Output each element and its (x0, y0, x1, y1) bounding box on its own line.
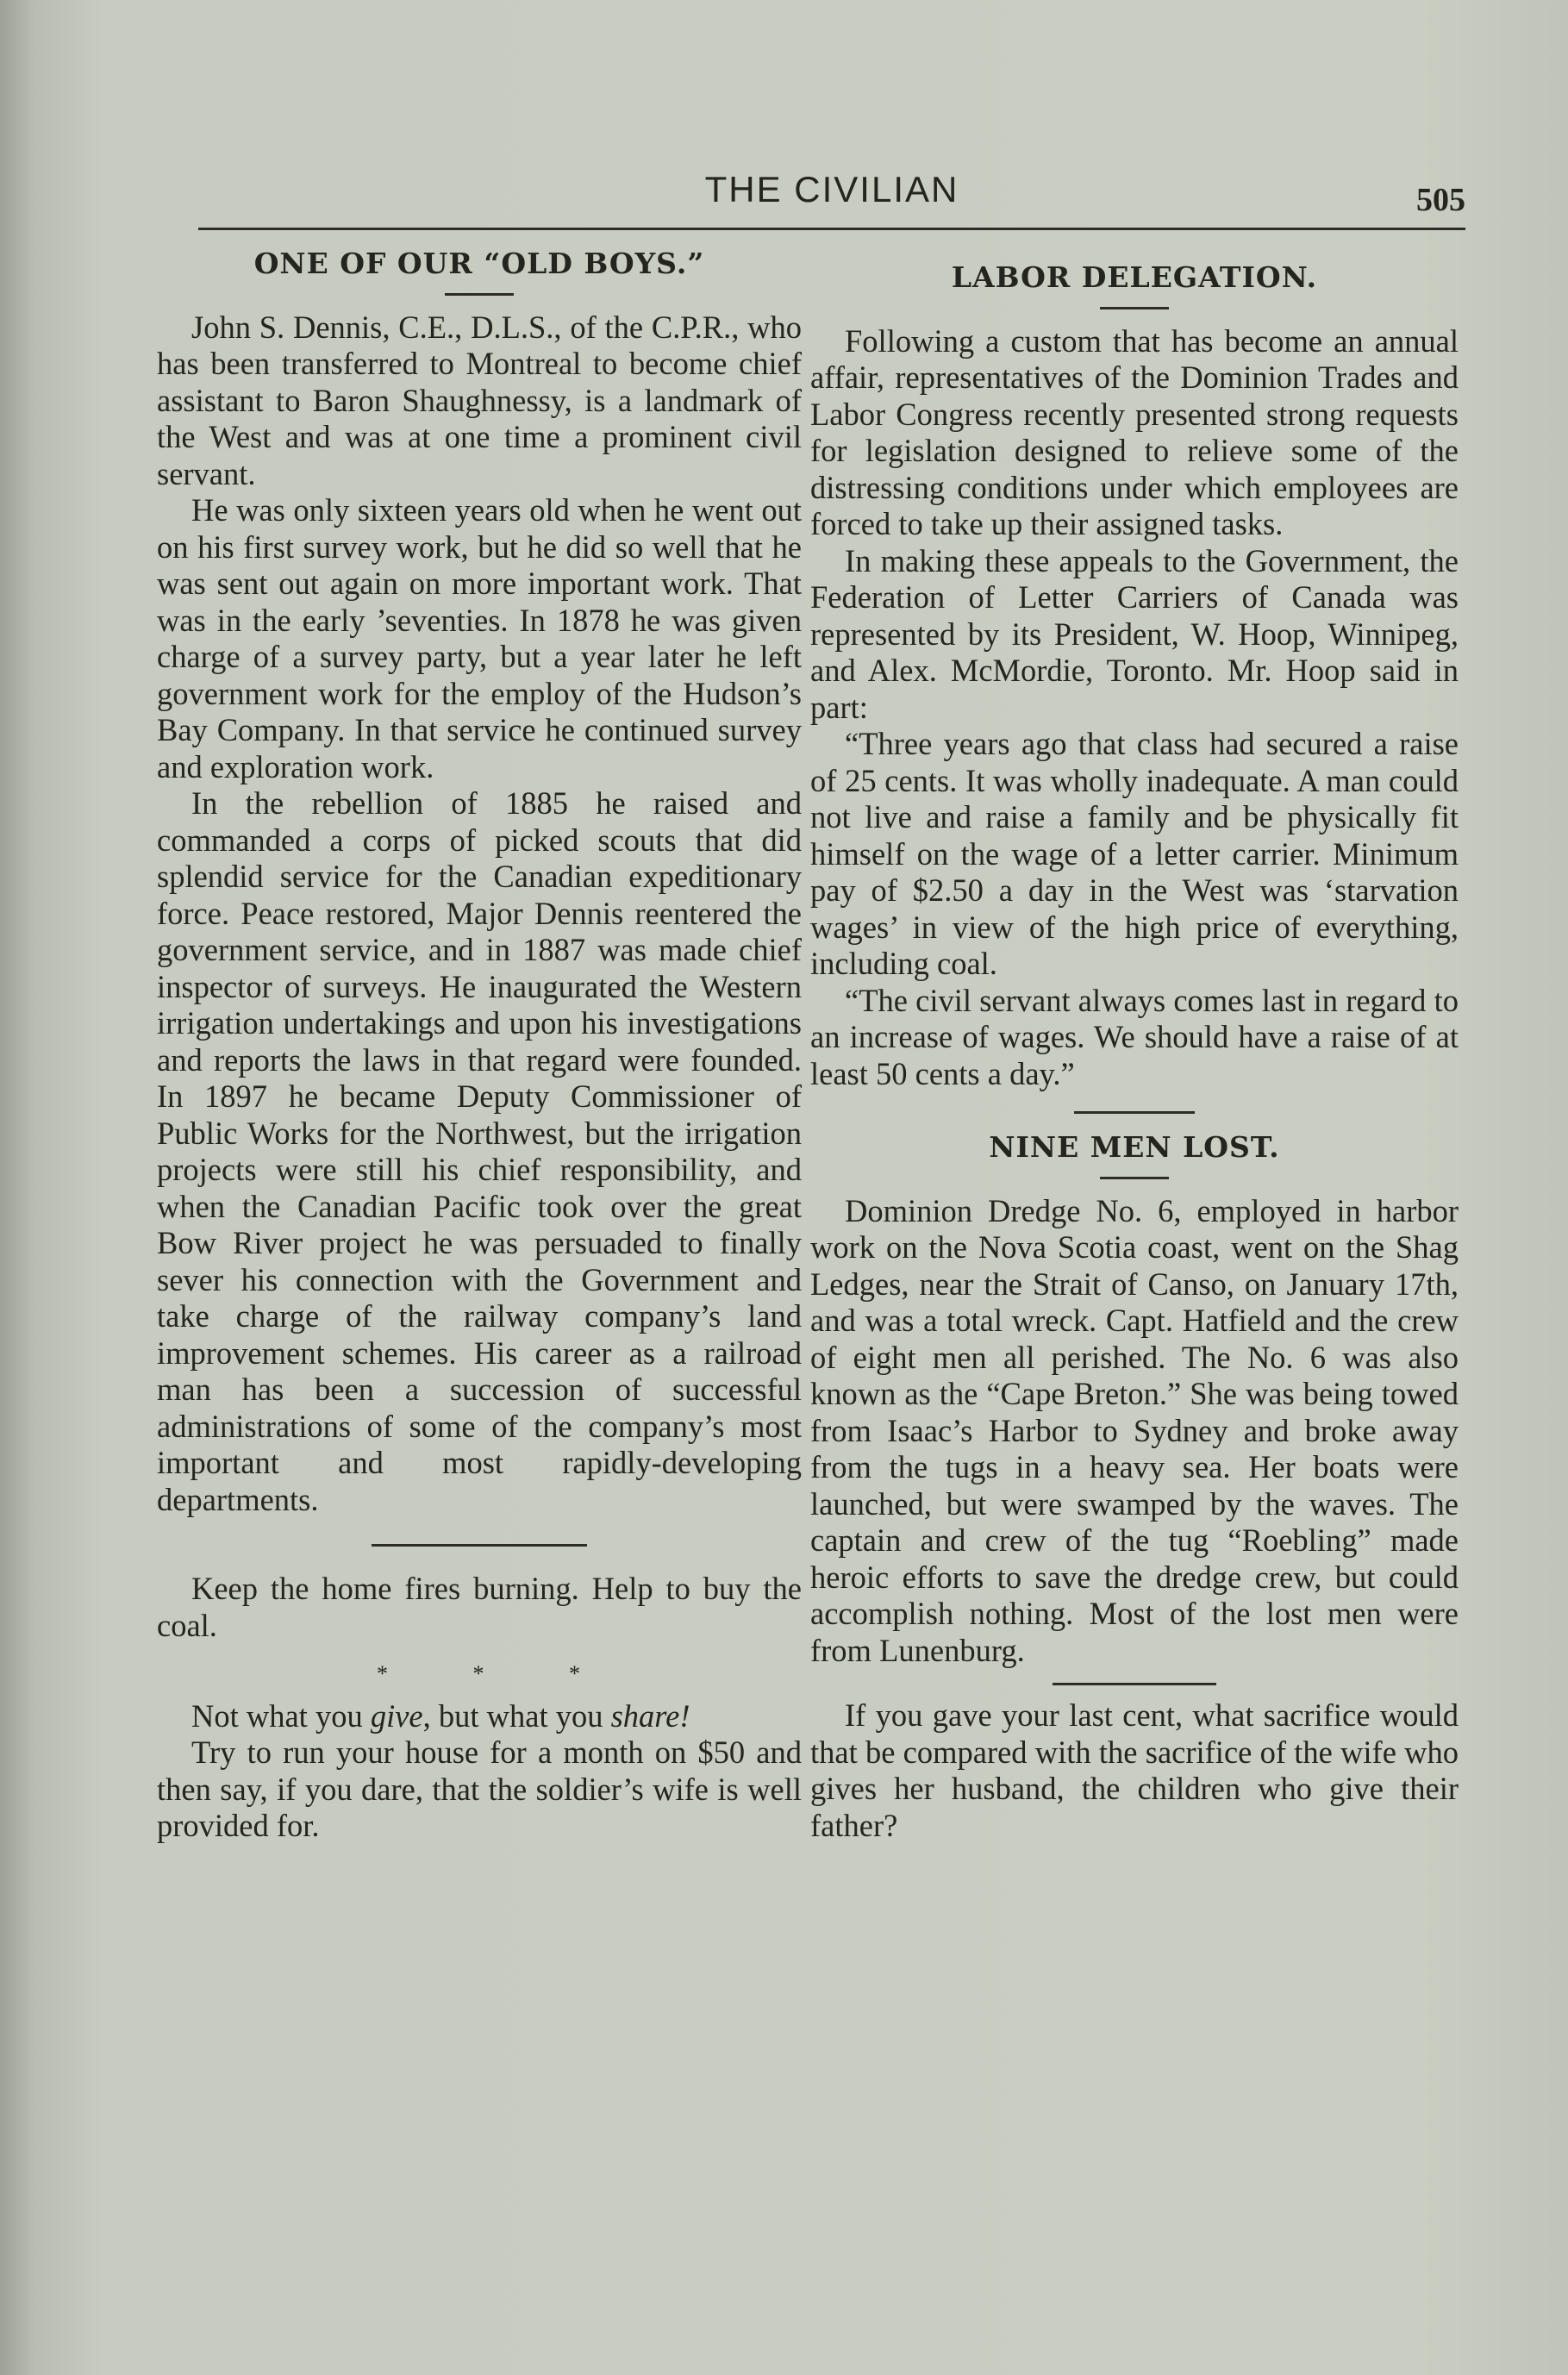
article-headline: ONE OF OUR “OLD BOYS.” (253, 247, 705, 280)
article-paragraph: “Three years ago that class had secured a raise of 25 cents. It was wholly inadequate. A man could not live and raise a family and be physically fit himself on the wage of a letter carrier. Minimum pay of $2.50 a day in the West was ‘starvation wages’ in view of the high price of everything, including coal. (810, 726, 1459, 981)
filler-paragraph: Keep the home fires burning. Help to buy the coal. (157, 1571, 802, 1643)
running-head (198, 169, 1465, 221)
journal-title: THE CIVILIAN (704, 169, 959, 209)
filler-emphasis: share! (610, 1697, 690, 1734)
article-nine-men-lost (810, 1129, 1459, 1669)
filler-paragraph: If you gave your last cent, what sacrifice would that be compared with the sacrifice of the wife who gives her husband, the children who give their father? (810, 1697, 1459, 1843)
filler-emphasis: give (370, 1697, 423, 1734)
filler-text: , but what you (422, 1697, 611, 1734)
star-separator: * * * (377, 1661, 620, 1686)
filler-text: Not what you (191, 1697, 371, 1734)
section-divider (1053, 1683, 1216, 1685)
article-paragraph: He was only sixteen years old when he went out on his first survey work, but he did so well that he was sent out again on more important work. That was in the early ’seventies. In 1878 he was given charge of a survey party, but a year later he left government work for the employ of the Hudson’s Bay Company. In that service he continued survey and exploration work. (157, 492, 802, 784)
page-number: 505 (1416, 182, 1465, 218)
filler-notes (157, 1571, 802, 1845)
filler-paragraph: Try to run your house for a month on $50 and then say, if you dare, that the soldier’s wife is well provided for. (157, 1734, 802, 1843)
article-paragraph: Following a custom that has become an annual affair, representatives of the Dominion Trades and Labor Congress recently presented strong requests for legislation designed to relieve some of the distressing conditions under which employees are forced to take up their assigned tasks. (810, 322, 1459, 541)
left-column (157, 246, 802, 1845)
right-column (810, 246, 1459, 1844)
article-paragraph: “The civil servant always comes last in regard to an increase of wages. We should have a raise of at least 50 cents a day.” (810, 982, 1459, 1091)
article-paragraph: In making these appeals to the Government, the Federation of Letter Carriers of Canada was represented by its President, W. Hoop, Winnipeg, and Alex. McMordie, Toronto. Mr. Hoop said in part: (810, 542, 1459, 725)
article-labor-delegation (810, 259, 1459, 1092)
article-paragraph: John S. Dennis, C.E., D.L.S., of the C.P.R., who has been transferred to Montreal to become chief assistant to Baron Shaughnessy, is a landmark of the West and was at one time a prominent civil servant. (157, 309, 802, 491)
filler-paragraph (157, 1698, 802, 1735)
headline-rule (445, 293, 514, 296)
article-headline: NINE MEN LOST. (989, 1130, 1280, 1164)
headline-rule (1100, 307, 1169, 309)
section-divider (372, 1544, 587, 1547)
headline-rule (1100, 1177, 1169, 1179)
article-old-boys (157, 246, 802, 1518)
article-headline: LABOR DELEGATION. (951, 260, 1318, 294)
article-paragraph: In the rebellion of 1885 he raised and commanded a corps of picked scouts that did splendid service for the Canadian expeditionary force. Peace restored, Major Dennis reentered the government service, and in 1887 was made chief inspector of surveys. He inaugurated the Western irrigation undertakings and upon his investigations and reports the laws in that regard were founded. In 1897 he became Deputy Commissioner of Public Works for the Northwest, but the irrigation projects were still his chief responsibility, and when the Canadian Pacific took over the great Bow River project he was persuaded to finally sever his connection with the Government and take charge of the railway company’s land improvement schemes. His career as a railroad man has been a succession of successful administrations of some of the company’s most important and most rapidly-developing departments. (157, 785, 802, 1517)
header-rule (198, 228, 1465, 230)
section-divider (1074, 1111, 1195, 1114)
article-paragraph: Dominion Dredge No. 6, employed in harbor work on the Nova Scotia coast, went on the Shag Ledges, near the Strait of Canso, on January 17th, and was a total wreck. Capt. Hatfield and the crew of eight men all perished. The No. 6 was also known as the “Cape Breton.” She was being towed from Isaac’s Harbor to Sydney and broke away from the tugs in a heavy sea. Her boats were launched, but were swamped by the waves. The captain and crew of the tug “Roebling” made heroic efforts to save the dredge crew, but could accomplish nothing. Most of the lost men were from Lunenburg. (810, 1192, 1459, 1668)
